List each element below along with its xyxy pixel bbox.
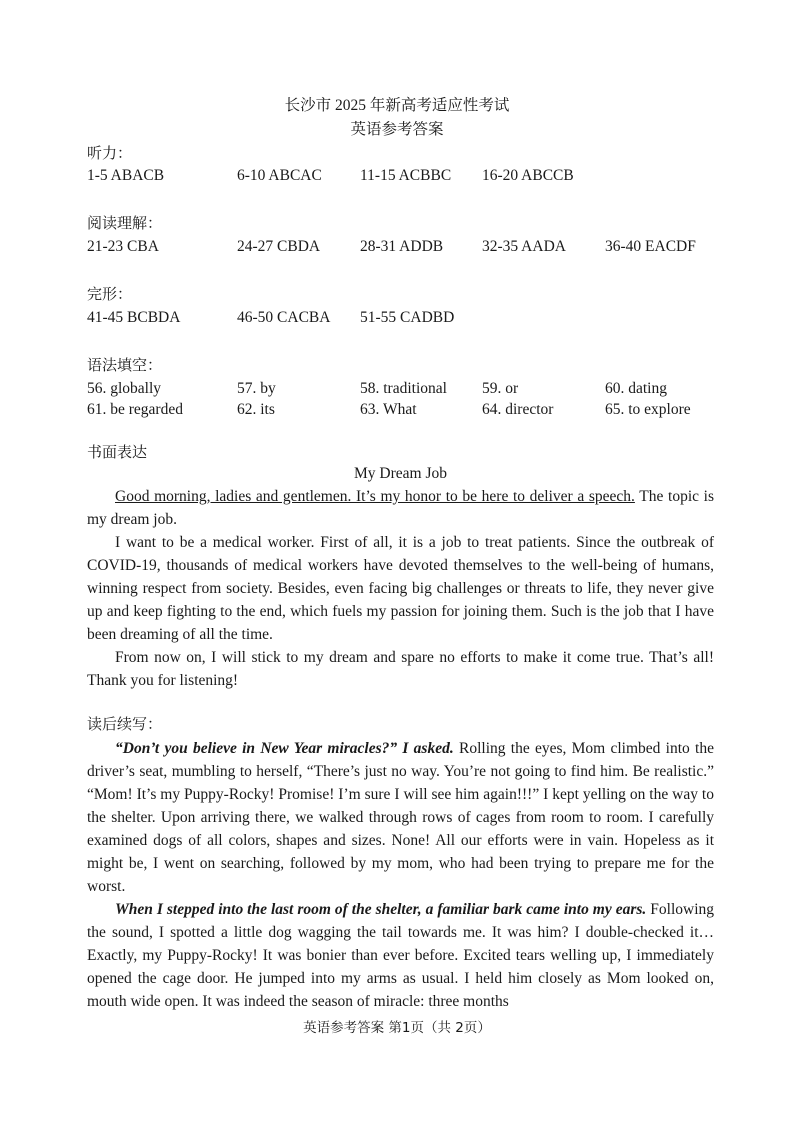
answer-group: 11-15 ACBBC [360, 167, 452, 184]
answer-group: 46-50 CACBA [237, 309, 331, 326]
answer-item: 57. by [237, 380, 276, 397]
answer-group: 1-5 ABACB [87, 167, 165, 184]
underlined-sentence: Good morning, ladies and gentlemen. It’s my honor to be here to deliver a speech. [115, 488, 635, 505]
answer-item: 59. or [482, 380, 519, 397]
answer-group: 41-45 BCBDA [87, 309, 181, 326]
given-sentence: When I stepped into the last room of the shelter, a familiar bark came into my ears. [115, 901, 647, 918]
cloze-answers-row [87, 309, 717, 329]
essay-text: The topic is my dream job. [87, 488, 714, 528]
answer-item: 63. What [360, 401, 417, 418]
answer-group: 51-55 CADBD [360, 309, 455, 326]
essay-text: Following the sound, I spotted a little dog wagging the tail towards me. It was him? I double-checked it… Exactly, my Puppy-Rocky! It was bonier than ever before. Excited tears welling up, I immediately opened the cage door. He jumped into my arms as usual. I held him closely as Mom looked on, mouth wide open. It was indeed the season of miracle: three months [87, 901, 714, 1010]
continuation-label: 读后续写： [87, 715, 163, 733]
continuation-essay [87, 737, 714, 1013]
answer-group: 32-35 AADA [482, 238, 566, 255]
page-footer: 英语参考答案 第1页（共 2页） [303, 1020, 491, 1036]
answer-group: 21-23 CBA [87, 238, 159, 255]
cloze-label: 完形： [87, 285, 133, 303]
grammar-label: 语法填空： [87, 356, 163, 374]
essay-title: My Dream Job [354, 465, 447, 482]
answer-item: 60. dating [605, 380, 667, 397]
exam-title: 长沙市 2025 年新高考适应性考试 [284, 97, 510, 114]
writing-essay [87, 462, 714, 692]
reading-answers-row [87, 238, 717, 258]
answer-item: 62. its [237, 401, 275, 418]
essay-paragraph: I want to be a medical worker. First of all, it is a job to treat patients. Since the outbreak of COVID-19, thousands of medical workers have devoted themselves to the well-being of humans, winning respect from society. Besides, even facing big challenges or threats to life, they never give up and keep fighting to the end, which fuels my passion for joining them. Such is the job that I have been dreaming of all the time. [87, 534, 714, 643]
grammar-answers-row [87, 401, 717, 421]
essay-text: Rolling the eyes, Mom climbed into the driver’s seat, mumbling to herself, “There’s just no way. You’re not going to find him. Be realistic.” “Mom! It’s my Puppy-Rocky! Promise! I’m sure I will see him again!!!” I kept yelling on the way to the shelter. Upon arriving there, we walked through rows of cages from room to room. I carefully examined dogs of all colors, shapes and sizes. None! All our efforts were in vain. Hopeless as it might be, I went on searching, followed by my mom, who had been trying to prepare me for the worst. [87, 740, 714, 895]
essay-paragraph [87, 485, 714, 531]
answer-group: 6-10 ABCAC [237, 167, 322, 184]
answer-group: 16-20 ABCCB [482, 167, 574, 184]
reading-label: 阅读理解： [87, 214, 163, 232]
answer-group: 28-31 ADDB [360, 238, 444, 255]
answer-item: 56. globally [87, 380, 162, 397]
answer-item: 64. director [482, 401, 554, 418]
answer-item: 61. be regarded [87, 401, 183, 418]
grammar-answers-row [87, 380, 717, 400]
writing-label: 书面表达 [87, 443, 148, 461]
essay-paragraph [87, 737, 714, 898]
essay-paragraph: From now on, I will stick to my dream and spare no efforts to make it come true. That’s all! Thank you for listening! [87, 649, 714, 689]
listening-answers-row [87, 167, 717, 187]
given-sentence: “Don’t you believe in New Year miracles?” I asked. [115, 740, 454, 757]
listening-label: 听力： [87, 144, 133, 162]
answer-item: 65. to explore [605, 401, 691, 418]
answer-item: 58. traditional [360, 380, 447, 397]
exam-subtitle: 英语参考答案 [350, 121, 444, 138]
answer-group: 36-40 EACDF [605, 238, 696, 255]
answer-group: 24-27 CBDA [237, 238, 321, 255]
essay-paragraph [87, 898, 714, 1013]
